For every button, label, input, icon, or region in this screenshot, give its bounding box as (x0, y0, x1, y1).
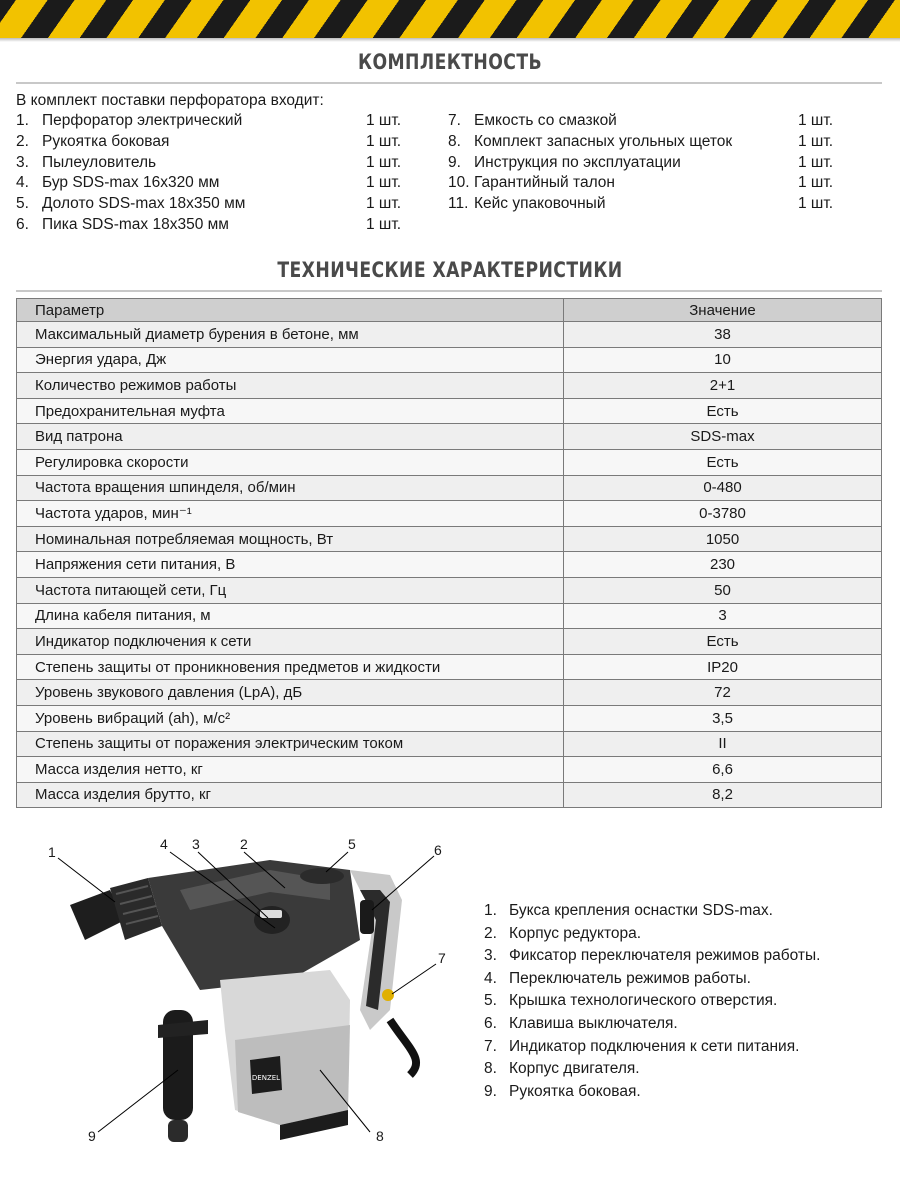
kit-item: 6. Пика SDS-max 18x350 мм 1 шт. (16, 215, 402, 233)
param-cell: Напряжения сети питания, В (17, 552, 564, 578)
table-row (17, 705, 882, 731)
hazard-stripe-banner (0, 0, 900, 38)
callout-7: 7 (438, 950, 446, 966)
kit-item: 11. Кейс упаковочный 1 шт. (448, 195, 834, 213)
callout-1: 1 (48, 844, 56, 860)
table-row (17, 654, 882, 680)
value-cell: 38 (564, 322, 882, 348)
param-cell: Степень защиты от проникновения предметов и жидкости (17, 654, 564, 680)
kit-list-right (448, 111, 848, 215)
param-cell: Длина кабеля питания, м (17, 603, 564, 629)
power-indicator (382, 989, 394, 1001)
value-cell: II (564, 731, 882, 757)
table-row (17, 347, 882, 373)
param-cell: Количество режимов работы (17, 373, 564, 399)
table-row (17, 680, 882, 706)
specs-header-row (17, 299, 882, 322)
table-row (17, 322, 882, 348)
value-cell: Есть (564, 629, 882, 655)
service-cover (300, 868, 344, 884)
chuck (70, 878, 162, 940)
side-handle (158, 1010, 208, 1142)
param-column-header: Параметр (17, 299, 564, 322)
value-cell: IP20 (564, 654, 882, 680)
callout-4: 4 (160, 836, 168, 852)
kit-title: КОМПЛЕКТНОСТЬ (357, 50, 543, 74)
param-cell: Максимальный диаметр бурения в бетоне, мм (17, 322, 564, 348)
table-row (17, 475, 882, 501)
callout-2: 2 (240, 836, 248, 852)
value-cell: Есть (564, 398, 882, 424)
value-cell: 72 (564, 680, 882, 706)
table-row (17, 552, 882, 578)
kit-item: 7. Емкость со смазкой 1 шт. (448, 112, 834, 129)
param-cell: Масса изделия брутто, кг (17, 782, 564, 808)
callout-3: 3 (192, 836, 200, 852)
param-cell: Частота вращения шпинделя, об/мин (17, 475, 564, 501)
table-row (17, 501, 882, 527)
value-cell: 3 (564, 603, 882, 629)
value-cell: 50 (564, 577, 882, 603)
callout-8: 8 (376, 1128, 384, 1144)
motor-housing (220, 970, 350, 1140)
value-cell: 0-480 (564, 475, 882, 501)
value-cell: 3,5 (564, 705, 882, 731)
kit-list-left (16, 111, 416, 236)
value-cell: SDS-max (564, 424, 882, 450)
kit-item: 8. Комплект запасных угольных щеток 1 шт. (448, 132, 834, 150)
table-row (17, 424, 882, 450)
brand-mark: DENZEL (251, 1074, 281, 1082)
param-cell: Частота ударов, мин⁻¹ (17, 501, 564, 527)
value-cell: 1050 (564, 526, 882, 552)
kit-item: 10. Гарантийный талон 1 шт. (448, 174, 834, 192)
rotary-hammer-illustration (30, 830, 460, 1150)
param-cell: Регулировка скорости (17, 449, 564, 475)
value-cell: 2+1 (564, 373, 882, 399)
param-cell: Предохранительная муфта (17, 398, 564, 424)
kit-item: 9. Инструкция по эксплуатации 1 шт. (448, 153, 834, 171)
table-row (17, 757, 882, 783)
kit-item: 1. Перфоратор электрический 1 шт. (16, 112, 402, 129)
kit-item: 4. Бур SDS-max 16x320 мм 1 шт. (16, 174, 402, 192)
kit-title-rule (16, 82, 882, 84)
table-row (17, 577, 882, 603)
param-cell: Энергия удара, Дж (17, 347, 564, 373)
specs-table (16, 298, 882, 808)
rotary-hammer-figure (30, 830, 460, 1150)
kit-intro: В комплект поставки перфоратора входит: (16, 92, 324, 109)
table-row (17, 526, 882, 552)
param-cell: Номинальная потребляемая мощность, Вт (17, 526, 564, 552)
trigger-switch (360, 900, 374, 934)
table-row (17, 782, 882, 808)
param-cell: Вид патрона (17, 424, 564, 450)
kit-item: 2. Рукоятка боковая 1 шт. (16, 132, 402, 150)
power-cord (390, 1020, 416, 1075)
specs-title-rule (16, 290, 882, 292)
param-cell: Уровень вибраций (ah), м/с² (17, 705, 564, 731)
table-row (17, 449, 882, 475)
param-cell: Масса изделия нетто, кг (17, 757, 564, 783)
table-row (17, 373, 882, 399)
value-cell: 8,2 (564, 782, 882, 808)
table-row (17, 731, 882, 757)
callout-6: 6 (434, 842, 442, 858)
value-cell: 0-3780 (564, 501, 882, 527)
kit-item: 5. Долото SDS-max 18x350 мм 1 шт. (16, 195, 402, 213)
table-row (17, 629, 882, 655)
value-cell: Есть (564, 449, 882, 475)
banner-shadow (0, 38, 900, 42)
specs-title: ТЕХНИЧЕСКИЕ ХАРАКТЕРИСТИКИ (277, 258, 623, 282)
param-cell: Степень защиты от поражения электрическим током (17, 731, 564, 757)
value-cell: 6,6 (564, 757, 882, 783)
param-cell: Уровень звукового давления (LpA), дБ (17, 680, 564, 706)
callout-5: 5 (348, 836, 356, 852)
value-cell: 10 (564, 347, 882, 373)
param-cell: Индикатор подключения к сети (17, 629, 564, 655)
table-row (17, 603, 882, 629)
value-column-header: Значение (564, 299, 882, 322)
callout-9: 9 (88, 1128, 96, 1144)
table-row (17, 398, 882, 424)
param-cell: Частота питающей сети, Гц (17, 577, 564, 603)
value-cell: 230 (564, 552, 882, 578)
kit-item: 3. Пылеуловитель 1 шт. (16, 153, 402, 171)
